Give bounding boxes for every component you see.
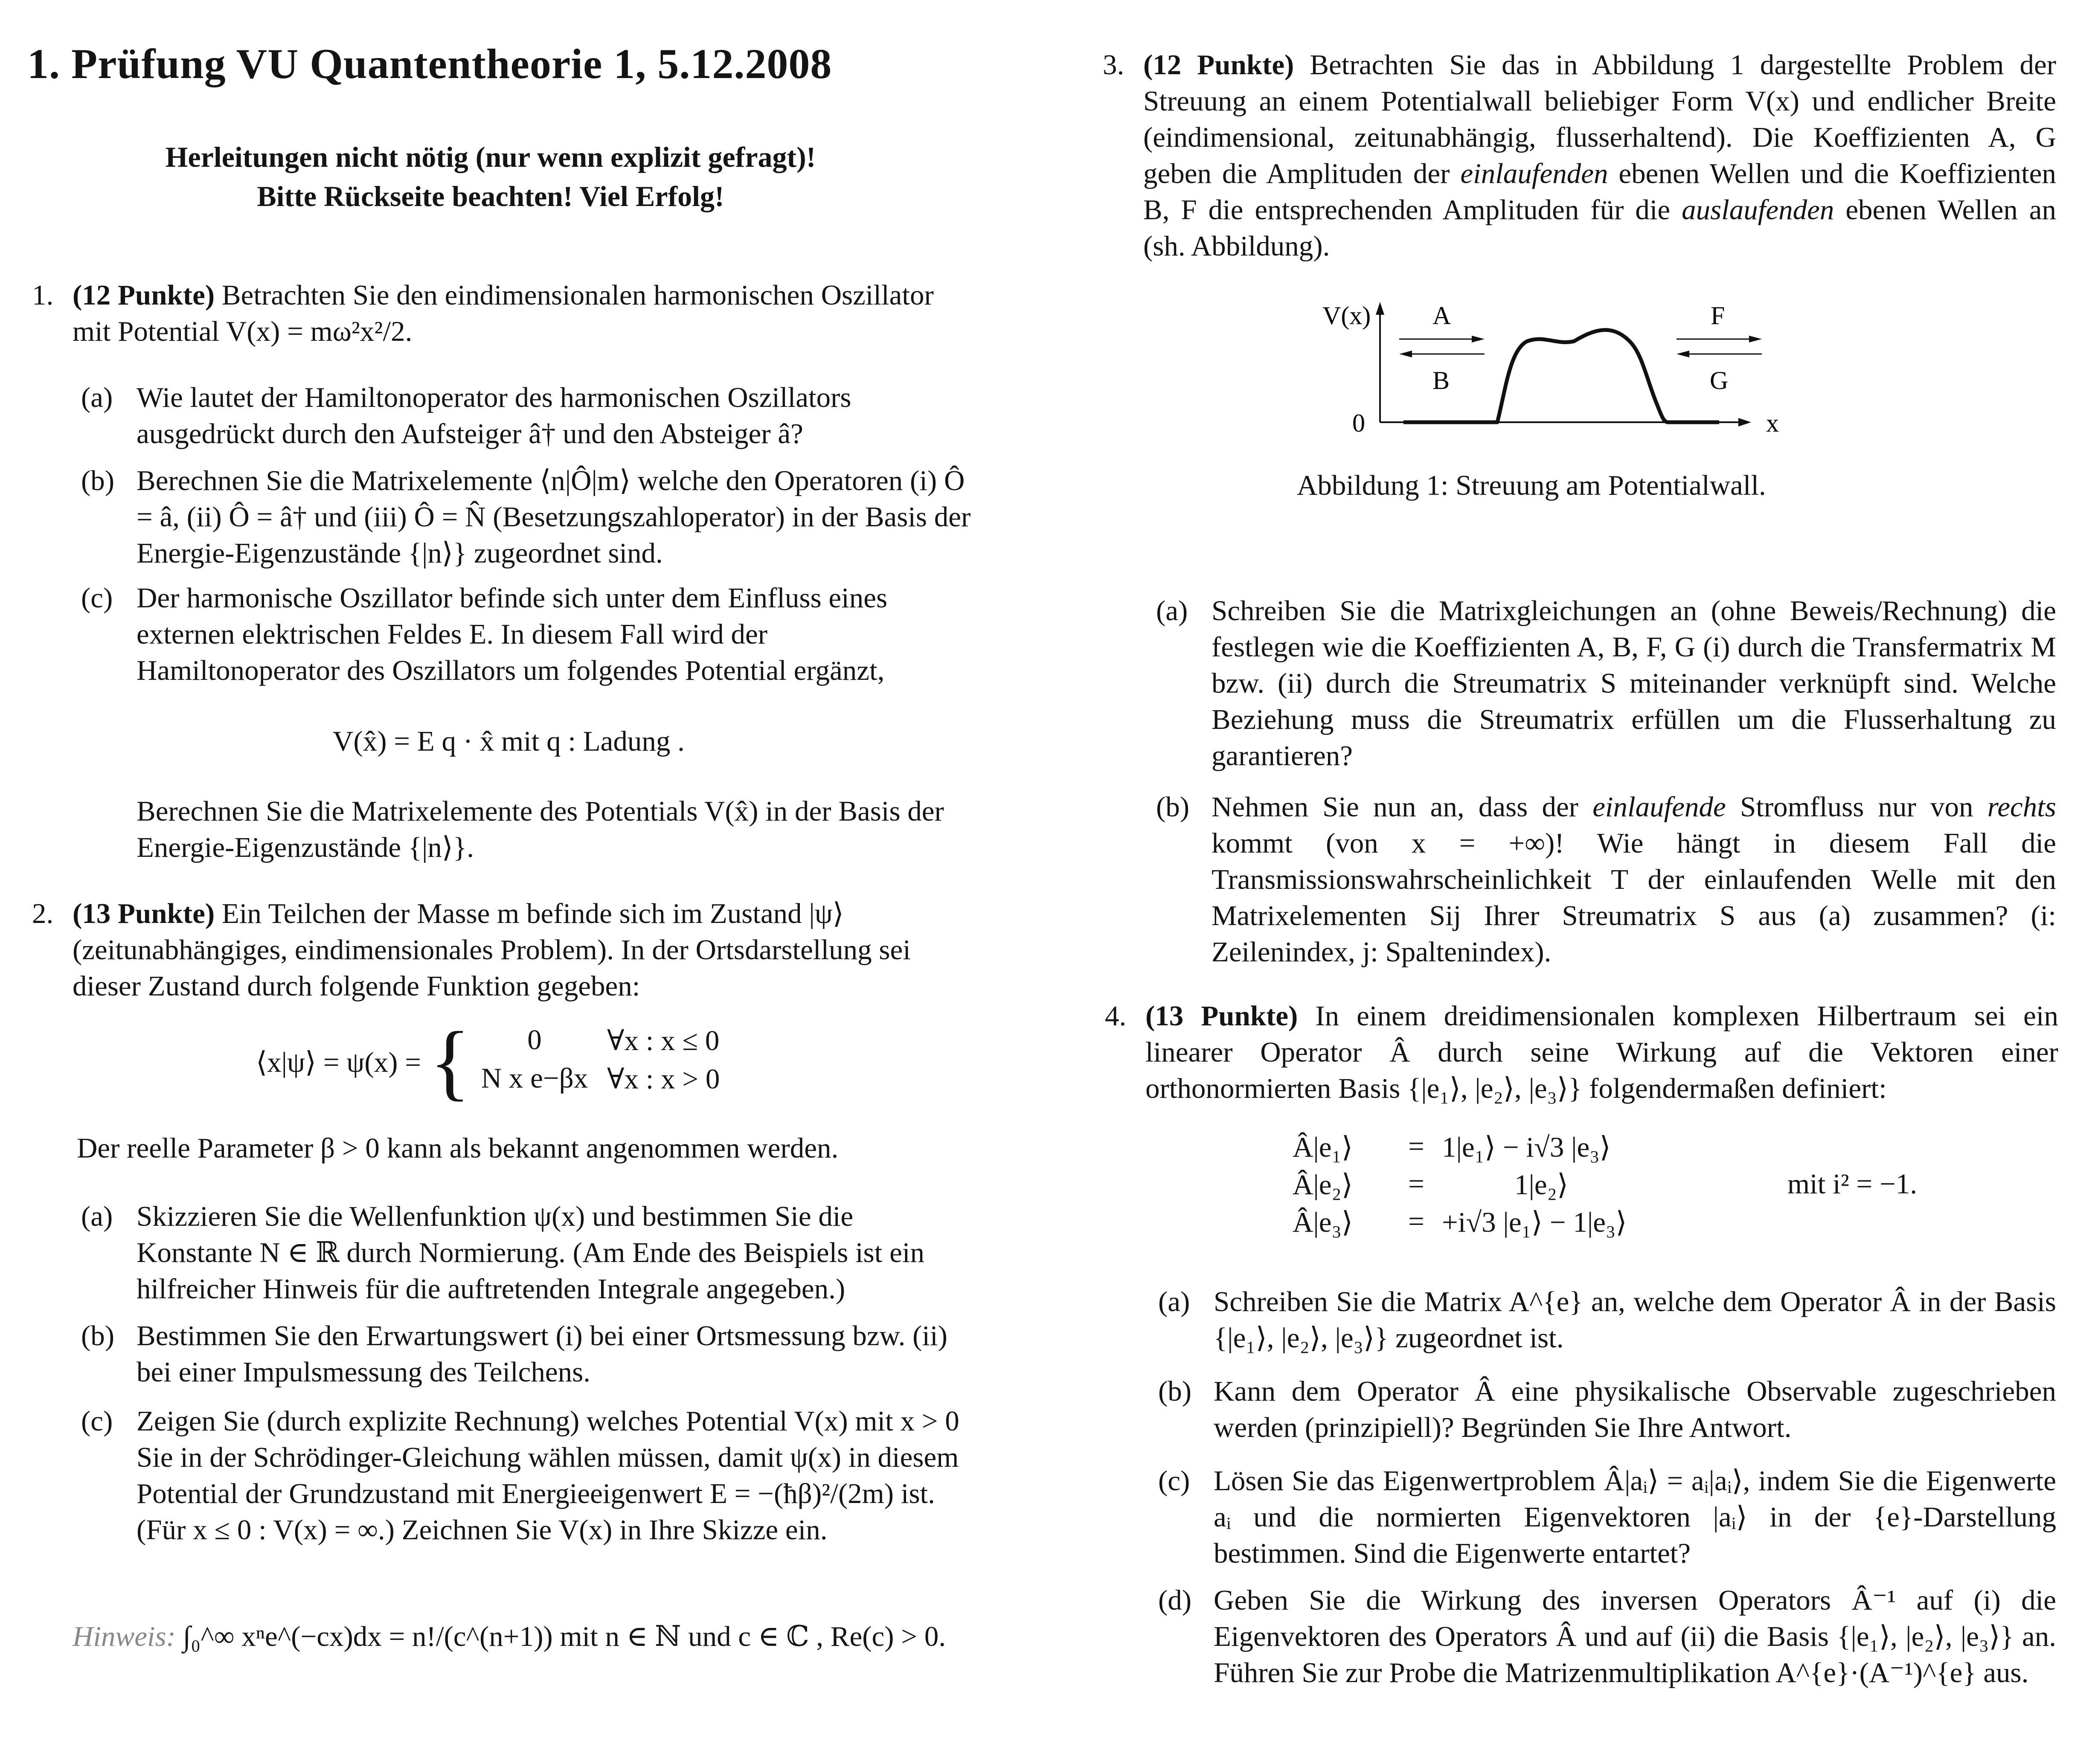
integral-hint	[73, 1619, 946, 1655]
eq1-rhs: 1|e₁⟩ − i√3 |e₃⟩	[1442, 1132, 1611, 1163]
part-text: Schreiben Sie die Matrix A^{e} an, welche dem Operator Â in der Basis {|e₁⟩, |e₂⟩, |e₃⟩} zugeordnet ist.	[1214, 1286, 2056, 1354]
equation-lhs: ⟨x|ψ⟩ = ψ(x) =	[256, 1046, 421, 1078]
label-B: B	[1432, 366, 1450, 395]
part-text-1: Nehmen Sie nun an, dass der	[1212, 791, 1593, 823]
emphasis-outgoing: auslaufenden	[1682, 194, 1834, 226]
x-axis-label: x	[1766, 409, 1779, 437]
eq2-lhs: Â|e₂⟩	[1293, 1169, 1353, 1201]
problem-intro: Betrachten Sie das in Abbildung 1 dargestellte Problem der Streuung an einem Potentialwall beliebiger Form V(x) und endlicher Breite (eindimensional, zeitunabhängig, flusserhaltend). Die Koeffizienten A, G geben die Amplituden der	[1143, 49, 2056, 189]
eq1-lhs: Â|e₁⟩	[1293, 1132, 1353, 1163]
hint-label: Hinweis:	[73, 1621, 176, 1652]
problem-1-part-a	[81, 380, 973, 452]
arrow-B-head	[1399, 351, 1412, 357]
part-text: Zeigen Sie (durch explizite Rechnung) welches Potential V(x) mit x > 0 Sie in der Schrödinger-Gleichung wählen müssen, damit ψ(x) in diesem Potential der Grundzustand mit Energieeigenwert E = −(ħβ)²/(2m) ist. (Für x ≤ 0 : V(x) = ∞.) Zeichnen Sie V(x) in Ihre Skizze ein.	[137, 1405, 959, 1546]
problem-number: 3.	[1103, 49, 1124, 81]
eq1-equals: =	[1408, 1131, 1424, 1162]
potential-equation: V(x̂) = E q · x̂ mit q : Ladung .	[333, 725, 685, 757]
eq3-rhs: +i√3 |e₁⟩ − 1|e₃⟩	[1442, 1207, 1627, 1238]
scattering-diagram	[1297, 294, 1851, 456]
problem-points: (13 Punkte)	[73, 898, 215, 929]
problem-number: 1.	[32, 279, 54, 311]
y-axis-arrowhead	[1376, 302, 1384, 315]
part-text: Kann dem Operator Â eine physikalische Observable zugeschrieben werden (prinzipiell)? Begründen Sie Ihre Antwort.	[1214, 1375, 2056, 1443]
problem-1-part-c-task: Berechnen Sie die Matrixelemente des Potentials V(x̂) in der Basis der Energie-Eigenzustände {|n⟩}.	[137, 795, 944, 863]
left-brace-symbol: {	[430, 1015, 471, 1109]
eq3-lhs: Â|e₃⟩	[1293, 1207, 1353, 1238]
case-2-condition: ∀x : x > 0	[607, 1063, 720, 1095]
hint-formula: ∫₀^∞ xⁿe^(−cx)dx = n!/(c^(n+1)) mit n ∈ ℕ und c ∈ ℂ , Re(c) > 0.	[183, 1621, 946, 1652]
problem-intro: Betrachten Sie den eindimensionalen harmonischen Oszillator mit Potential V(x) = mω²x²/2.	[73, 279, 934, 347]
part-text: Geben Sie die Wirkung des inversen Operators Â⁻¹ auf (i) die Eigenvektoren des Operators Â und auf (ii) die Basis {|e₁⟩, |e₂⟩, |e₃⟩} an. Führen Sie zur Probe die Matrizenmultiplikation A^{e}·(A⁻¹)^{e} aus.	[1214, 1584, 2056, 1689]
potential-wall-curve	[1403, 330, 1719, 422]
eq-side-note: mit i² = −1.	[1787, 1168, 1918, 1200]
problem-2-part-a	[81, 1198, 973, 1307]
problem-points: (12 Punkte)	[73, 279, 215, 311]
problem-4	[1105, 998, 2058, 1107]
part-label: (a)	[81, 382, 113, 413]
part-text: Skizzieren Sie die Wellenfunktion ψ(x) und bestimmen Sie die Konstante N ∈ ℝ durch Normierung. (Am Ende des Beispiels ist ein hilfreicher Hinweis für die auftretenden Integrale angegeben.)	[137, 1201, 924, 1305]
problem-points: (13 Punkte)	[1145, 1000, 1298, 1032]
scattering-figure	[1297, 294, 1851, 456]
problem-number: 2.	[32, 898, 54, 929]
part-label: (b)	[1158, 1375, 1192, 1407]
good-luck-note: Bitte Rückseite beachten! Viel Erfolg!	[257, 180, 724, 212]
problem-points: (12 Punkte)	[1143, 49, 1294, 81]
problem-intro-cont: ebenen Wellen und die Koeffizienten B, F die entsprechenden Amplituden für die	[1143, 158, 2057, 226]
problem-2-part-b	[81, 1318, 973, 1390]
part-label: (c)	[81, 1405, 113, 1437]
eq3-equals: =	[1408, 1206, 1424, 1237]
part-label: (b)	[81, 465, 115, 496]
problem-1-part-c	[81, 580, 973, 689]
problem-number: 4.	[1105, 1000, 1127, 1032]
instruction-note: Herleitungen nicht nötig (nur wenn explizit gefragt)!	[165, 141, 816, 173]
emphasis-incoming: einlaufende	[1592, 791, 1726, 823]
problem-3-part-a	[1156, 593, 2056, 774]
problem-2-part-c	[81, 1403, 973, 1548]
part-text: Bestimmen Sie den Erwartungswert (i) bei einer Ortsmessung bzw. (ii) bei einer Impulsmessung des Teilchens.	[137, 1320, 947, 1388]
operator-definition-equations	[1293, 1130, 1917, 1243]
part-label: (c)	[81, 582, 113, 614]
page-title: 1. Prüfung VU Quantentheorie 1, 5.12.2008	[27, 40, 832, 87]
zero-label: 0	[1352, 409, 1365, 437]
eq2-rhs: 1|e₂⟩	[1514, 1169, 1569, 1201]
wavefunction-equation	[256, 1015, 720, 1109]
x-axis-arrowhead	[1738, 418, 1751, 426]
part-text: Schreiben Sie die Matrixgleichungen an (ohne Beweis/Rechnung) die festlegen wie die Koeffizienten A, B, F, G (i) durch die Transfermatrix M bzw. (ii) durch die Streumatrix S miteinander verknüpft sind. Welche Beziehung muss die Streumatrix erfüllen um die Flusserhaltung zu garantieren?	[1212, 595, 2056, 772]
eq2-equals: =	[1408, 1168, 1424, 1200]
part-label: (d)	[1158, 1584, 1192, 1616]
problem-intro: Ein Teilchen der Masse m befinde sich im Zustand |ψ⟩ (zeitunabhängiges, eindimensionales Problem). In der Ortsdarstellung sei dieser Zustand durch folgende Funktion gegeben:	[73, 898, 911, 1002]
case-2-value: N x e−βx	[481, 1062, 588, 1094]
emphasis-incoming: einlaufenden	[1460, 158, 1608, 189]
part-label: (c)	[1158, 1465, 1190, 1497]
problem-4-part-c	[1158, 1463, 2056, 1572]
part-label: (a)	[1156, 595, 1188, 627]
label-G: G	[1710, 366, 1729, 395]
label-A: A	[1432, 302, 1451, 330]
part-text-3: kommt (von x = +∞)! Wie hängt in diesem Fall die Transmissionswahrscheinlichkeit T der einlaufenden Welle mit den Matrixelementen Sij Ihrer Streumatrix S aus (a) zusammen? (i: Zeilenindex, j: Spaltenindex).	[1212, 827, 2056, 968]
problem-2	[32, 896, 968, 1004]
part-label: (b)	[1156, 791, 1190, 823]
arrow-G-head	[1677, 351, 1689, 357]
parameter-note: Der reelle Parameter β > 0 kann als bekannt angenommen werden.	[77, 1132, 839, 1164]
part-label: (a)	[81, 1201, 113, 1232]
label-F: F	[1711, 302, 1725, 330]
case-1-value: 0	[527, 1024, 542, 1056]
part-text-2: Stromfluss nur von	[1726, 791, 1987, 823]
part-text: Lösen Sie das Eigenwertproblem Â|aᵢ⟩ = aᵢ|aᵢ⟩, indem Sie die Eigenwerte aᵢ und die normierten Eigenvektoren |aᵢ⟩ in der {e}-Darstellung bestimmen. Sind die Eigenwerte entartet?	[1214, 1465, 2056, 1569]
part-text: Berechnen Sie die Matrixelemente ⟨n|Ô|m⟩ welche den Operatoren (i) Ô = â, (ii) Ô = â† und (iii) Ô = N̂ (Besetzungszahloperator) in der Basis der Energie-Eigenzustände {|n⟩} zugeordnet sind.	[137, 465, 971, 569]
problem-1-part-b	[81, 463, 973, 572]
case-1-condition: ∀x : x ≤ 0	[607, 1025, 720, 1056]
problem-intro: In einem dreidimensionalen komplexen Hilbertraum sei ein linearer Operator Â durch seine Wirkung auf die Vektoren einer orthonormierten Basis {|e₁⟩, |e₂⟩, |e₃⟩} folgendermaßen definiert:	[1145, 1000, 2058, 1104]
problem-intro-end: ebenen Wellen an (sh. Abbildung).	[1143, 194, 2056, 262]
part-text: Wie lautet der Hamiltonoperator des harmonischen Oszillators ausgedrückt durch den Aufsteiger â† und den Absteiger â?	[137, 382, 851, 450]
part-label: (a)	[1158, 1286, 1190, 1317]
figure-caption: Abbildung 1: Streuung am Potentialwall.	[1297, 470, 1766, 501]
arrow-F-head	[1749, 336, 1762, 342]
problem-1	[32, 277, 968, 350]
part-text: Der harmonische Oszillator befinde sich unter dem Einfluss eines externen elektrischen Feldes E. In diesem Fall wird der Hamiltonoperator des Oszillators um folgendes Potential ergänzt,	[137, 582, 888, 686]
y-axis-label: V(x)	[1322, 302, 1371, 330]
problem-4-part-b	[1158, 1373, 2056, 1446]
problem-3	[1103, 47, 2057, 264]
problem-3-part-b	[1156, 789, 2056, 970]
problem-4-part-d	[1158, 1582, 2056, 1691]
arrow-A-head	[1472, 336, 1485, 342]
part-label: (b)	[81, 1320, 115, 1352]
problem-4-part-a	[1158, 1284, 2056, 1356]
emphasis-right: rechts	[1987, 791, 2056, 823]
